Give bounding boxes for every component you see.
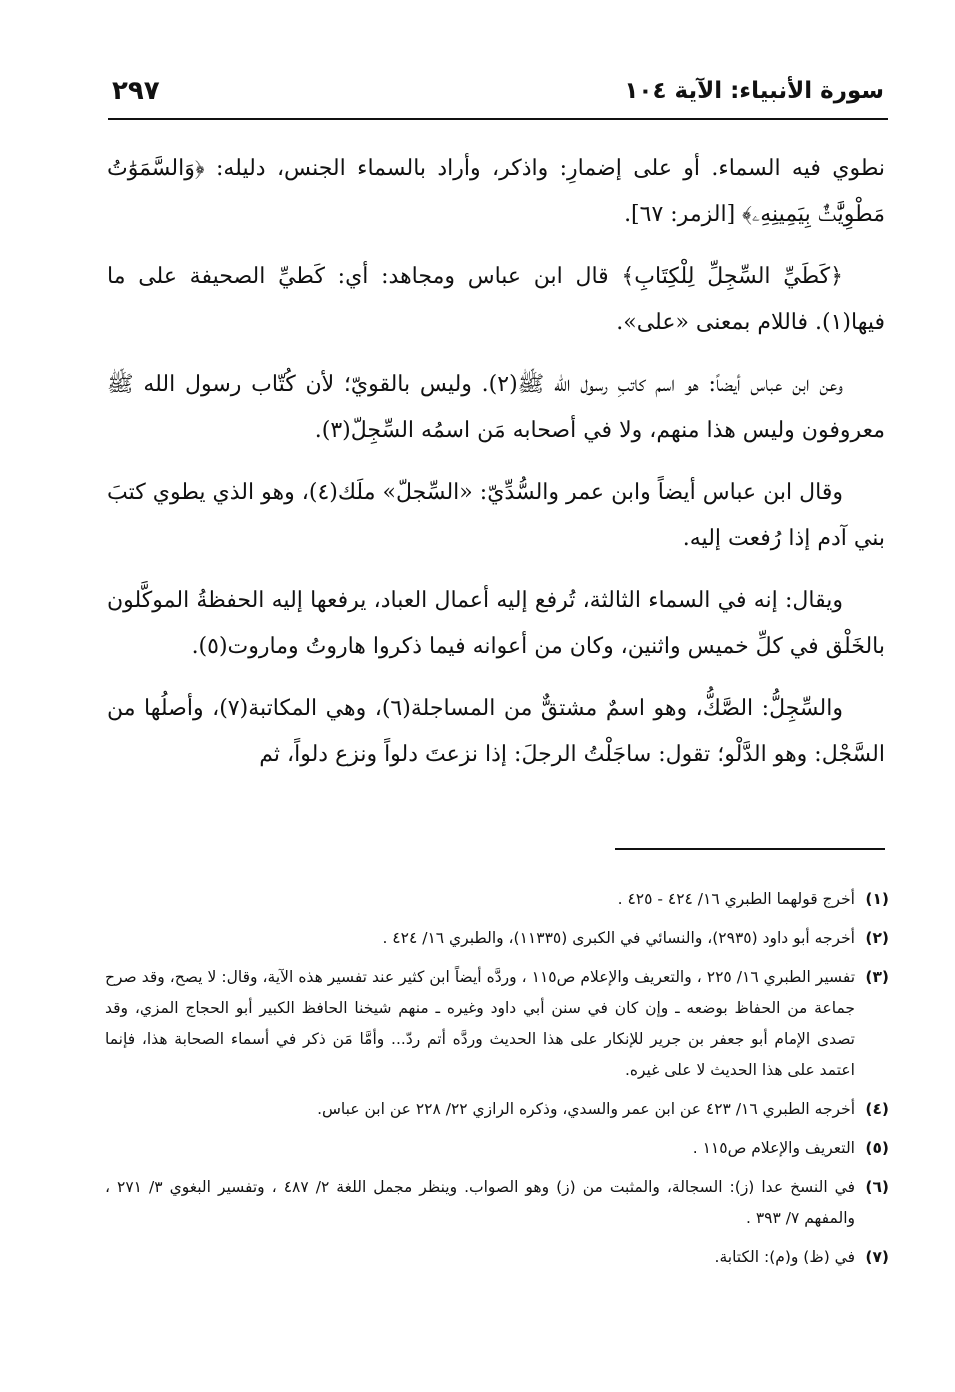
footnote xyxy=(105,884,889,915)
footnote xyxy=(105,1242,889,1273)
footnote-text: أخرجه الطبري ١٦/ ٤٢٣ عن ابن عمر والسدي، وذكره الرازي ٢٢/ ٢٢٨ عن ابن عباس. xyxy=(317,1100,855,1118)
paragraph: نطوي فيه السماء. أو على إضمارِ: واذكر، وأراد بالسماء الجنس، دليله: ﴿وَالسَّمَوَٰتُ مَطْوِيَّٰتٌۢ بِيَمِينِهِۦ﴾ [الزمر: ٦٧]. xyxy=(107,156,885,227)
paragraph: ﴿كَطَيِّ السِّجِلِّ لِلْكِتَابِ﴾ قال ابن عباس ومجاهد: أي: كَطيِّ الصحيفة على ما فيها(١). فاللام بمعنى «على». xyxy=(107,264,885,335)
footnote-number: (٧) xyxy=(865,1248,889,1266)
running-title: سورة الأنبياء: الآية ١٠٤ xyxy=(624,78,884,104)
footnote xyxy=(105,1133,889,1164)
footnote-number: (٦) xyxy=(865,1178,889,1196)
footnote xyxy=(105,962,889,1086)
paragraph: والسِّجِلُّ: الصَّكُّ، وهو اسمٌ مشتقٌّ من المساجلة(٦)، وهي المكاتبة(٧)، وأصلُها من السَّجْل: وهو الدَّلْو؛ تقول: ساجَلْتُ الرجلَ: إذا نزعتَ دلواً ونزع دلواً، ثم xyxy=(107,696,885,767)
footnote xyxy=(105,1172,889,1234)
footnote-number: (١) xyxy=(865,890,889,908)
footnote-text: التعريف والإعلام ص١١٥ . xyxy=(692,1139,855,1157)
footnote-number: (٢) xyxy=(865,929,889,947)
footnote-text: تفسير الطبري ١٦/ ٢٢٥ ، والتعريف والإعلام ص١١٥ ، وردَّه أيضاً ابن كثير عند تفسير هذه الآية، وقال: لا يصح، وقد صرح جماعة من الحفاظ بوضعه ـ وإن كان في سنن أبي داود وغيره ـ منهم شيخنا الحافظ الكبير أبو الحجاج المزي، وقد تصدى الإمام أبو جعفر بن جرير للإنكار على هذا الحديث وردَّه أتم ردّ... وأمَّا مَن ذكر في أسماء الصحابة هذا، فإنما اعتمد على هذا الحديث لا على غيره. xyxy=(105,968,856,1079)
footnote-text: أخرج قولهما الطبري ١٦/ ٤٢٤ - ٤٢٥ . xyxy=(617,890,855,908)
footnotes xyxy=(105,884,889,1281)
page-header xyxy=(108,74,888,120)
footnote-text: في النسخ عدا (ز): السجالة، والمثبت من (ز) وهو الصواب. وينظر مجمل اللغة ٢/ ٤٨٧ ، وتفسير البغوي ٣/ ٢٧١ ، والمفهم ٧/ ٣٩٣ . xyxy=(105,1178,855,1227)
page-number: ٢٩٧ xyxy=(112,76,160,106)
footnote xyxy=(105,1094,889,1125)
footnote-number: (٥) xyxy=(865,1139,889,1157)
footnote-text: في (ظ) و(م): الكتابة. xyxy=(714,1248,855,1266)
footnote-text: أخرجه أبو داود (٢٩٣٥)، والنسائي في الكبرى (١١٣٣٥)، والطبري ١٦/ ٤٢٤ . xyxy=(382,929,855,947)
main-text xyxy=(107,146,885,794)
footnote-separator xyxy=(615,848,885,850)
footnote-number: (٤) xyxy=(865,1100,889,1118)
paragraph: وعن ابن عباس أيضاً: هو اسم كاتبِ رسول الله ﷺ(٢). وليس بالقويّ؛ لأن كُتّاب رسول الله ﷺ معروفون وليس هذا منهم، ولا في أصحابه مَن اسمُه السِّجِلّ(٣). xyxy=(107,372,885,443)
footnote-number: (٣) xyxy=(865,968,889,986)
footnote xyxy=(105,923,889,954)
paragraph: وقال ابن عباس أيضاً وابن عمر والسُّدِّيّ: «السِّجلّ» ملَك(٤)، وهو الذي يطوي كتبَ بني آدم إذا رُفعت إليه. xyxy=(107,480,885,551)
paragraph: ويقال: إنه في السماء الثالثة، تُرفع إليه أعمال العباد، يرفعها إليه الحفظةُ الموكَّلون بالخَلْق في كلِّ خميس واثنين، وكان من أعوانه فيما ذكروا هاروتُ وماروت(٥). xyxy=(107,588,885,659)
